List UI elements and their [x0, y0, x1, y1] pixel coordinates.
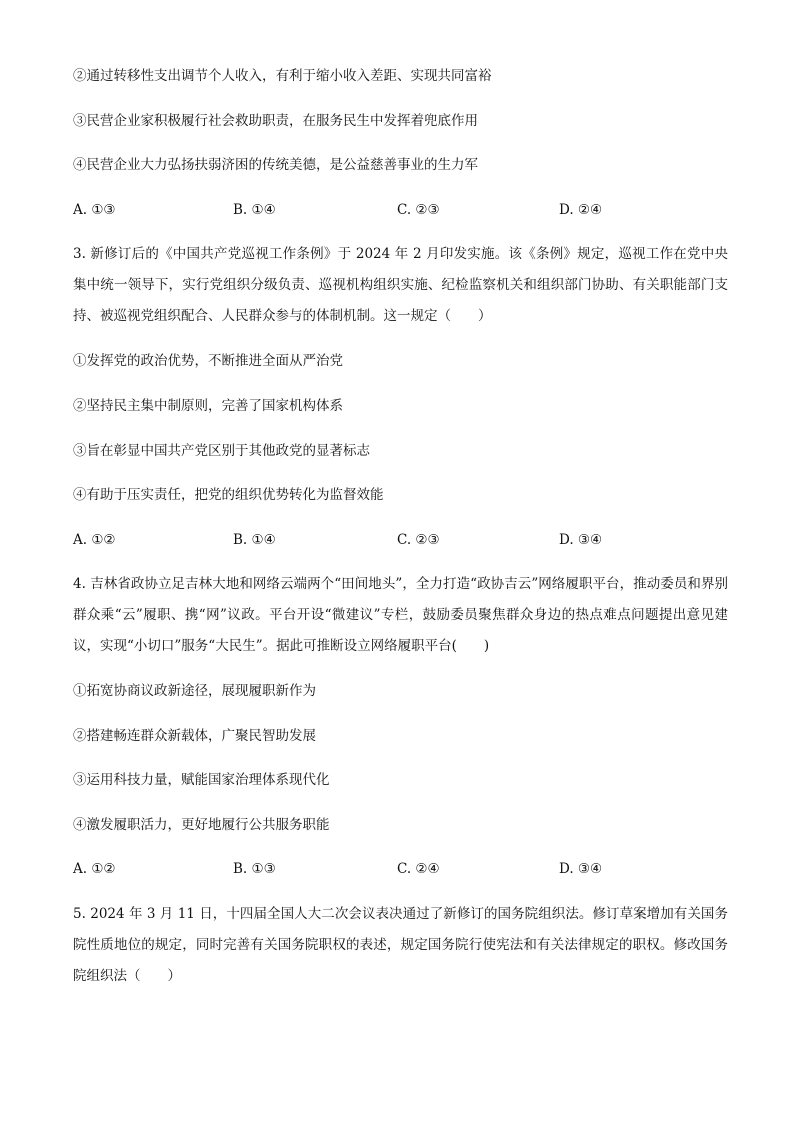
- q4-statement-4: ④激发履职活力，更好地履行公共服务职能: [73, 817, 330, 833]
- q3-statement-2: ②坚持民主集中制原则，完善了国家机构体系: [73, 398, 343, 414]
- q3-option-a: A. ①②: [73, 532, 116, 548]
- q3-statement-1: ①发挥党的政治优势，不断推进全面从严治党: [73, 353, 343, 369]
- q4-stem: 4. 吉林省政协立足吉林大地和网络云端两个“田间地头”，全力打造“政协吉云”网络履职平台，推动委员和界别群众乘“云”履职、携“网”议政。平台开设“微建议”专栏，鼓励委员聚焦群众身边的热点难点问题提出意见建议，实现“小切口”服务“大民生”。据此可推断设立网络履职平台( ): [73, 576, 728, 654]
- q4-statement-1: ①拓宽协商议政新途径，展现履职新作为: [73, 683, 316, 699]
- q2-options: [73, 200, 728, 220]
- q2-statement-4: ④民营企业大力弘扬扶弱济困的传统美德，是公益慈善事业的生力军: [73, 157, 478, 173]
- q3-option-d: D. ③④: [559, 532, 603, 548]
- q4-statement-3: ③运用科技力量，赋能国家治理体系现代化: [73, 772, 330, 788]
- q3-statement-3: ③旨在彰显中国共产党区别于其他政党的显著标志: [73, 443, 370, 459]
- q5-stem: 5. 2024 年 3 月 11 日，十四届全国人大二次会议表决通过了新修订的国务院组织法。修订草案增加有关国务院性质地位的规定，同时完善有关国务院职权的表述，规定国务院行使宪法和有关法律规定的职权。修改国务院组织法（ ）: [73, 906, 728, 984]
- q4-options: [73, 859, 728, 879]
- q2-option-d: D. ②④: [559, 202, 603, 218]
- q2-option-a: A. ①③: [73, 202, 116, 218]
- q4-statement-2: ②搭建畅连群众新载体，广聚民智助发展: [73, 728, 316, 744]
- q3-statement-4: ④有助于压实责任，把党的组织优势转化为监督效能: [73, 487, 384, 503]
- q4-option-a: A. ①②: [73, 861, 116, 877]
- q3-options: [73, 530, 728, 550]
- q2-option-c: C. ②③: [397, 202, 440, 218]
- q3-option-b: B. ①④: [233, 532, 276, 548]
- q4-option-d: D. ③④: [559, 861, 603, 877]
- q2-statement-2: ②通过转移性支出调节个人收入，有利于缩小收入差距、实现共同富裕: [73, 68, 492, 84]
- q3-stem: 3. 新修订后的《中国共产党巡视工作条例》于 2024 年 2 月印发实施。该《条例》规定，巡视工作在党中央集中统一领导下，实行党组织分级负责、巡视机构组织实施、纪检监察机关和组织部门协助、有关职能部门支持、被巡视党组织配合、人民群众参与的体制机制。这一规定（ ）: [73, 246, 728, 324]
- q4-option-c: C. ②④: [397, 861, 440, 877]
- q2-option-b: B. ①④: [233, 202, 276, 218]
- q4-option-b: B. ①③: [233, 861, 276, 877]
- q3-option-c: C. ②③: [397, 532, 440, 548]
- q2-statement-3: ③民营企业家积极履行社会救助职责，在服务民生中发挥着兜底作用: [73, 113, 478, 129]
